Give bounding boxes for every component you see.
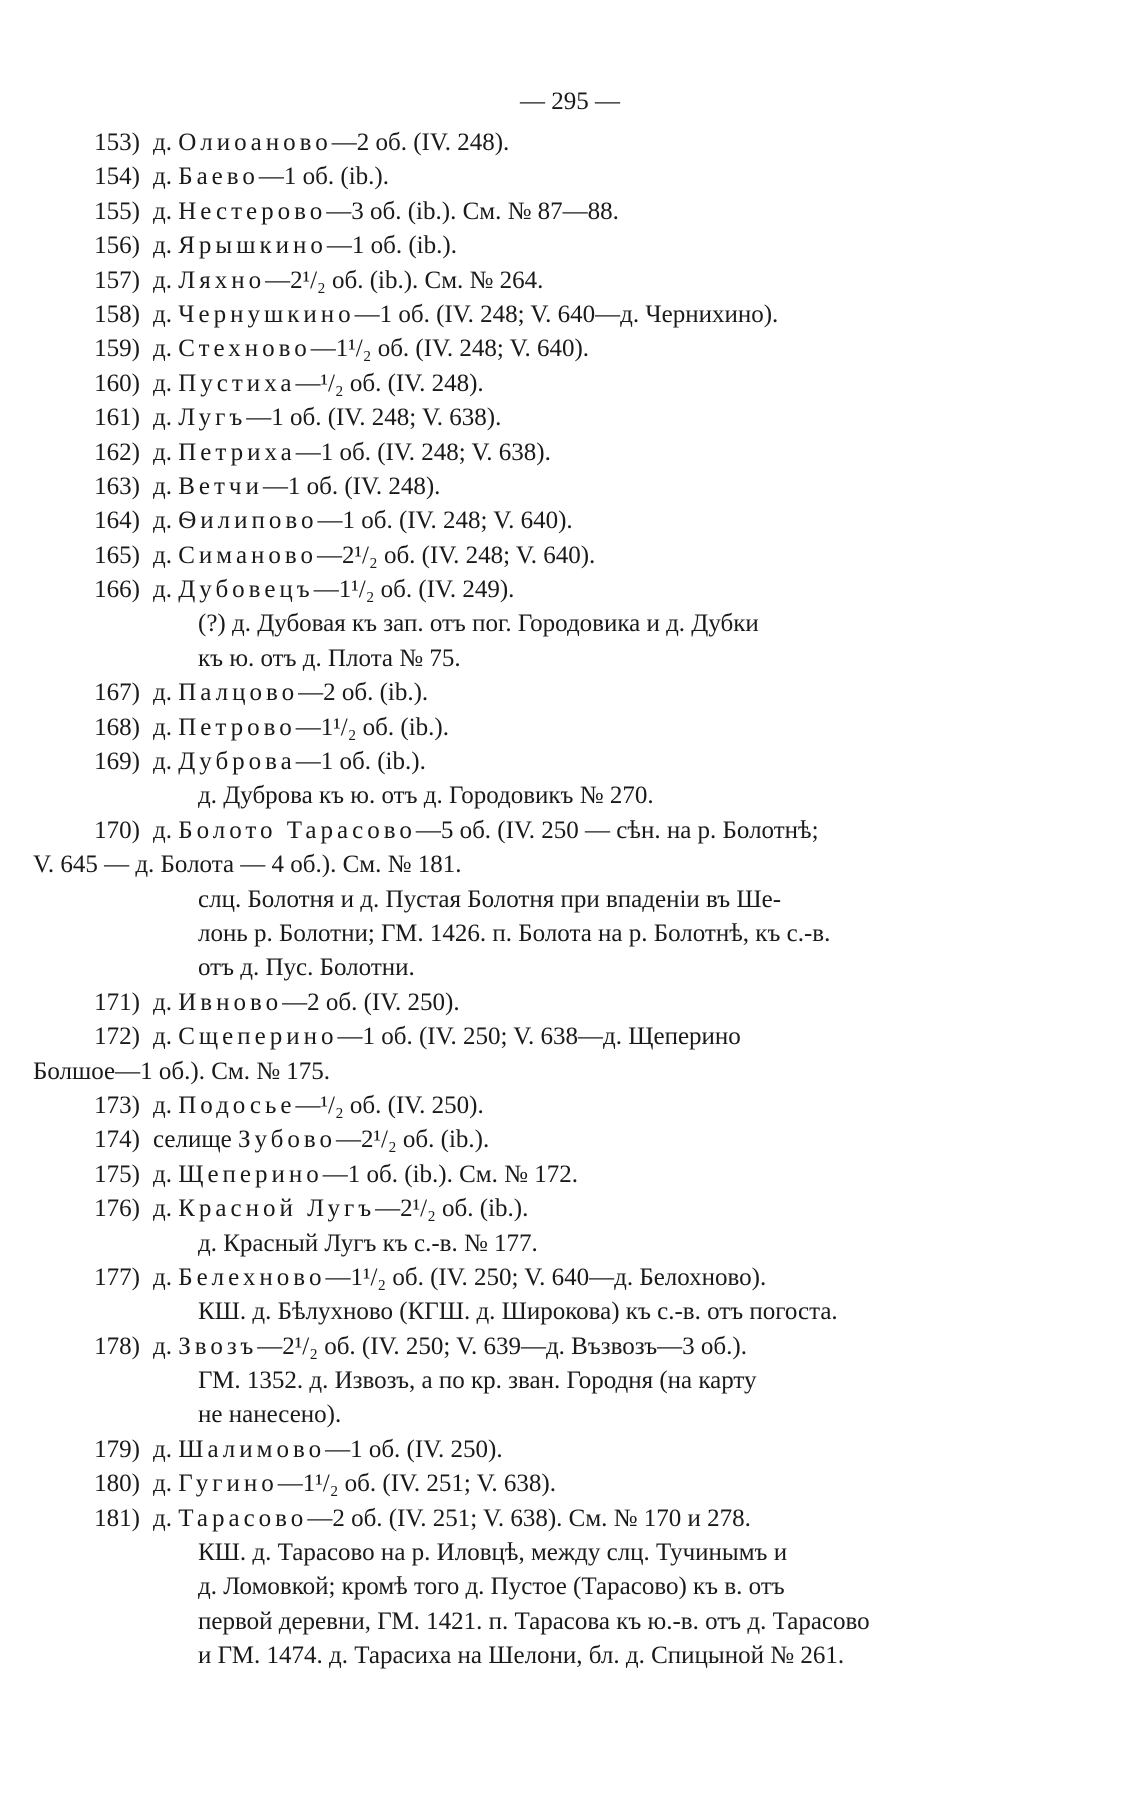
entry-line (0, 986, 1140, 1020)
place-name: Чернушкино (178, 300, 355, 328)
place-name: Ветчи (178, 472, 263, 500)
entry-text (153, 1433, 1023, 1467)
entry-prefix: д. (153, 541, 179, 569)
place-name: Подосье (178, 1091, 296, 1119)
note-line (0, 1227, 1140, 1261)
entry-prefix: д. (153, 472, 179, 500)
note-line (0, 951, 1140, 985)
entry-line (0, 539, 1140, 573)
entry-text (153, 1020, 1023, 1054)
entry-details: —2¹/₂ об. (IV. 248; V. 640). (317, 541, 596, 569)
note-line (0, 607, 1140, 641)
place-name: Звозъ (178, 1332, 258, 1360)
entry-line (0, 195, 1140, 229)
entry-details: —1 об. (ib.). См. № 172. (322, 1160, 578, 1188)
entry-details: —2¹/₂ об. (ib.). (336, 1126, 490, 1154)
entry-number: 163) (94, 472, 140, 500)
entry-details: —2¹/₂ об. (IV. 250; V. 639—д. Възвозъ—3 об.). (257, 1332, 747, 1360)
entry-number: 154) (94, 163, 140, 191)
place-name: Палцово (178, 679, 299, 707)
entry-details: —1 об. (ib.). (258, 163, 389, 191)
note-line (0, 1398, 1140, 1432)
entry-text (153, 160, 1023, 194)
entry-number: 156) (94, 232, 140, 260)
entry-number: 168) (94, 713, 140, 741)
entry-details: —2 об. (IV. 251; V. 638). См. № 170 и 278. (307, 1504, 751, 1532)
entry-number: 179) (94, 1435, 140, 1463)
entry-prefix: д. (153, 1160, 179, 1188)
note-text: КШ. д. Тарасово на р. Иловцѣ, между слц. Тучинымъ и (198, 1539, 788, 1567)
entry-prefix: д. (153, 404, 179, 432)
note-line (0, 1605, 1140, 1639)
place-name: Лугъ (178, 404, 247, 432)
entry-text (153, 986, 1023, 1020)
entry-line (0, 745, 1140, 779)
place-name: Дуброва (178, 748, 296, 776)
entry-line (0, 401, 1140, 435)
entry-prefix: д. (153, 748, 179, 776)
entry-text (153, 264, 1023, 298)
entry-line (0, 1192, 1140, 1226)
entry-number: 157) (94, 266, 140, 294)
entry-text (153, 1261, 1023, 1295)
entry-prefix: д. (153, 1091, 179, 1119)
entry-number: 155) (94, 197, 140, 225)
entry-line (0, 229, 1140, 263)
entry-number: 160) (94, 369, 140, 397)
place-name: Пустиха (178, 369, 296, 397)
entry-number: 181) (94, 1504, 140, 1532)
entry-text (153, 711, 1023, 745)
entry-line (0, 711, 1140, 745)
entry-details: —1¹/₂ об. (IV. 251; V. 638). (277, 1470, 557, 1498)
place-name: Белехново (178, 1263, 326, 1291)
place-name: Дубовецъ (178, 576, 314, 604)
entry-text (153, 1089, 1023, 1123)
entry-line (0, 676, 1140, 710)
entry-number: 175) (94, 1160, 140, 1188)
entry-text (153, 1502, 1023, 1536)
entry-line (0, 504, 1140, 538)
note-line (0, 642, 1140, 676)
entry-prefix: д. (153, 1332, 179, 1360)
entry-prefix: д. (153, 232, 179, 260)
entry-details: —1 об. (IV. 248; V. 640). (317, 507, 573, 535)
place-name: Олиоаново (178, 129, 332, 156)
note-text: слц. Болотня и д. Пустая Болотня при впаденіи въ Ше- (198, 885, 782, 913)
note-text: (?) д. Дубовая къ зап. отъ пог. Городовика и д. Дубки (198, 610, 759, 638)
place-name: Ѳилипово (178, 507, 318, 535)
entry-details: —2 об. (IV. 248). (331, 129, 510, 156)
entry-details: —1 об. (IV. 248; V. 638). (246, 404, 502, 432)
entry-line (0, 470, 1140, 504)
entry-prefix: д. (153, 163, 179, 191)
note-line (0, 1639, 1140, 1673)
entry-details: —¹/₂ об. (IV. 248). (295, 369, 484, 397)
entry-number: 177) (94, 1263, 140, 1291)
entry-number: 173) (94, 1091, 140, 1119)
entry-line (0, 264, 1140, 298)
entry-number: 172) (94, 1023, 140, 1051)
entry-number: 180) (94, 1470, 140, 1498)
place-name: Зубово (237, 1126, 337, 1154)
entry-prefix: д. (153, 1504, 179, 1532)
entry-line (0, 1020, 1140, 1054)
entry-line (0, 1123, 1140, 1157)
entry-number: 178) (94, 1332, 140, 1360)
entry-prefix: д. (153, 1470, 179, 1498)
entry-number: 167) (94, 679, 140, 707)
entry-details: —2 об. (ib.). (298, 679, 429, 707)
entry-text (153, 126, 1023, 160)
entry-text (153, 573, 1023, 607)
entry-details: —3 об. (ib.). См. № 87—88. (326, 197, 619, 225)
entry-details: —1¹/₂ об. (IV. 250; V. 640—д. Белохново). (325, 1263, 767, 1291)
entry-list (0, 126, 1140, 1674)
entry-line (0, 160, 1140, 194)
entry-line (0, 1467, 1140, 1501)
entry-details: —1 об. (IV. 248; V. 638). (295, 438, 551, 466)
entry-number: 158) (94, 300, 140, 328)
entry-line (0, 436, 1140, 470)
entry-details: —1 об. (IV. 250). (325, 1435, 503, 1463)
note-text: ГМ. 1352. д. Извозъ, а по кр. зван. Городня (на карту (198, 1367, 757, 1395)
place-name: Тарасово (178, 1504, 308, 1532)
entry-line (0, 1158, 1140, 1192)
place-name: Симаново (178, 541, 318, 569)
entry-details: —2¹/₂ об. (ib.). См. № 264. (265, 266, 544, 294)
entry-details: —1 об. (ib.). (295, 748, 426, 776)
entry-text (153, 229, 1023, 263)
note-text: д. Ломовкой; кромѣ того д. Пустое (Тарасово) къ в. отъ (198, 1573, 785, 1601)
note-text: лонь р. Болотни; ГМ. 1426. п. Болота на р. Болотнѣ, къ с.-в. (198, 919, 831, 947)
entry-prefix: д. (153, 576, 179, 604)
entry-text (153, 332, 1023, 366)
entry-prefix: д. (153, 1195, 179, 1223)
place-name: Петрово (178, 713, 296, 741)
entry-text (153, 676, 1023, 710)
place-name: Болото Тарасово (178, 816, 416, 844)
entry-details: —1 об. (IV. 248; V. 640—д. Чернихино). (354, 300, 779, 328)
entry-number: 170) (94, 816, 140, 844)
entry-text (153, 1158, 1023, 1192)
place-name: Ляхно (178, 266, 266, 294)
entry-number: 164) (94, 507, 140, 535)
note-line (0, 1295, 1140, 1329)
entry-line (0, 573, 1140, 607)
note-text: д. Дуброва къ ю. отъ д. Городовикъ № 270. (198, 782, 654, 810)
entry-details: —1 об. (ib.). (326, 232, 457, 260)
entry-line (0, 332, 1140, 366)
entry-prefix: д. (153, 713, 179, 741)
entry-prefix: д. (153, 1023, 179, 1051)
entry-number: 176) (94, 1195, 140, 1223)
entry-prefix: д. (153, 1263, 179, 1291)
entry-prefix: д. (153, 129, 179, 156)
entry-line (0, 298, 1140, 332)
place-name: Нестерово (178, 197, 327, 225)
entry-prefix: д. (153, 369, 179, 397)
note-text: къ ю. отъ д. Плота № 75. (198, 644, 461, 672)
entry-prefix: д. (153, 300, 179, 328)
continuation-line (0, 848, 1140, 882)
entry-details: —1 об. (IV. 250; V. 638—д. Щеперино (337, 1023, 741, 1051)
note-line (0, 883, 1140, 917)
note-text: д. Красный Лугъ къ с.-в. № 177. (198, 1229, 538, 1257)
entry-text (153, 470, 1023, 504)
entry-prefix: селище (153, 1126, 238, 1154)
place-name: Ивново (178, 988, 283, 1016)
entry-text (153, 1330, 1023, 1364)
entry-text (153, 367, 1023, 401)
note-line (0, 1536, 1140, 1570)
entry-line (0, 1502, 1140, 1536)
note-line (0, 917, 1140, 951)
entry-number: 153) (94, 129, 140, 156)
place-name: Баево (178, 163, 259, 191)
entry-line (0, 1089, 1140, 1123)
entry-number: 159) (94, 335, 140, 363)
note-line (0, 779, 1140, 813)
entry-details: —1 об. (IV. 248). (262, 472, 441, 500)
note-text: отъ д. Пус. Болотни. (198, 954, 415, 982)
entry-line (0, 1433, 1140, 1467)
entry-details: —1¹/₂ об. (ib.). (295, 713, 449, 741)
note-text: КШ. д. Бѣлухново (КГШ. д. Широкова) къ с.-в. отъ погоста. (198, 1298, 838, 1326)
place-name: Сщеперино (178, 1023, 338, 1051)
entry-line (0, 1330, 1140, 1364)
place-name: Стехново (178, 335, 311, 363)
place-name: Шалимово (178, 1435, 326, 1463)
entry-details: —5 об. (IV. 250 — сѣн. на р. Болотнѣ; (415, 816, 819, 844)
note-line (0, 1570, 1140, 1604)
entry-text (153, 539, 1023, 573)
entry-number: 169) (94, 748, 140, 776)
entry-number: 171) (94, 988, 140, 1016)
entry-number: 166) (94, 576, 140, 604)
note-text: не нанесено). (198, 1401, 342, 1429)
entry-text (153, 1192, 1023, 1226)
entry-text (153, 401, 1023, 435)
page-number: — 295 — (520, 88, 620, 115)
continuation-text: V. 645 — д. Болота — 4 об.). См. № 181. (33, 851, 462, 879)
entry-details: —2¹/₂ об. (ib.). (375, 1195, 529, 1223)
entry-prefix: д. (153, 816, 179, 844)
place-name: Гугино (178, 1470, 278, 1498)
place-name: Петриха (178, 438, 296, 466)
entry-prefix: д. (153, 266, 179, 294)
entry-prefix: д. (153, 988, 179, 1016)
entry-number: 165) (94, 541, 140, 569)
entry-number: 162) (94, 438, 140, 466)
entry-prefix: д. (153, 507, 179, 535)
entry-line (0, 1261, 1140, 1295)
entry-prefix: д. (153, 335, 179, 363)
entry-text (153, 1123, 1023, 1157)
entry-line (0, 814, 1140, 848)
entry-prefix: д. (153, 197, 179, 225)
entry-text (153, 745, 1023, 779)
entry-prefix: д. (153, 679, 179, 707)
note-line (0, 1364, 1140, 1398)
entry-text (153, 504, 1023, 538)
entry-text (153, 436, 1023, 470)
entry-text (153, 1467, 1023, 1501)
place-name: Красной Лугъ (178, 1195, 376, 1223)
place-name: Щеперино (178, 1160, 323, 1188)
note-text: и ГМ. 1474. д. Тарасиха на Шелони, бл. д. Спицыной № 261. (198, 1642, 845, 1670)
continuation-text: Болшое—1 об.). См. № 175. (33, 1057, 331, 1085)
entry-details: —2 об. (IV. 250). (282, 988, 460, 1016)
entry-line (0, 367, 1140, 401)
entry-text (153, 298, 1023, 332)
entry-text (153, 195, 1023, 229)
entry-prefix: д. (153, 1435, 179, 1463)
continuation-line (0, 1055, 1140, 1089)
note-text: первой деревни, ГМ. 1421. п. Тарасова къ ю.-в. отъ д. Тарасово (198, 1607, 870, 1635)
entry-line (0, 126, 1140, 160)
entry-details: —1¹/₂ об. (IV. 249). (313, 576, 515, 604)
place-name: Ярышкино (178, 232, 327, 260)
entry-text (153, 814, 1023, 848)
entry-details: —¹/₂ об. (IV. 250). (295, 1091, 484, 1119)
entry-number: 174) (94, 1126, 140, 1154)
entry-details: —1¹/₂ об. (IV. 248; V. 640). (310, 335, 590, 363)
entry-number: 161) (94, 404, 140, 432)
entry-prefix: д. (153, 438, 179, 466)
